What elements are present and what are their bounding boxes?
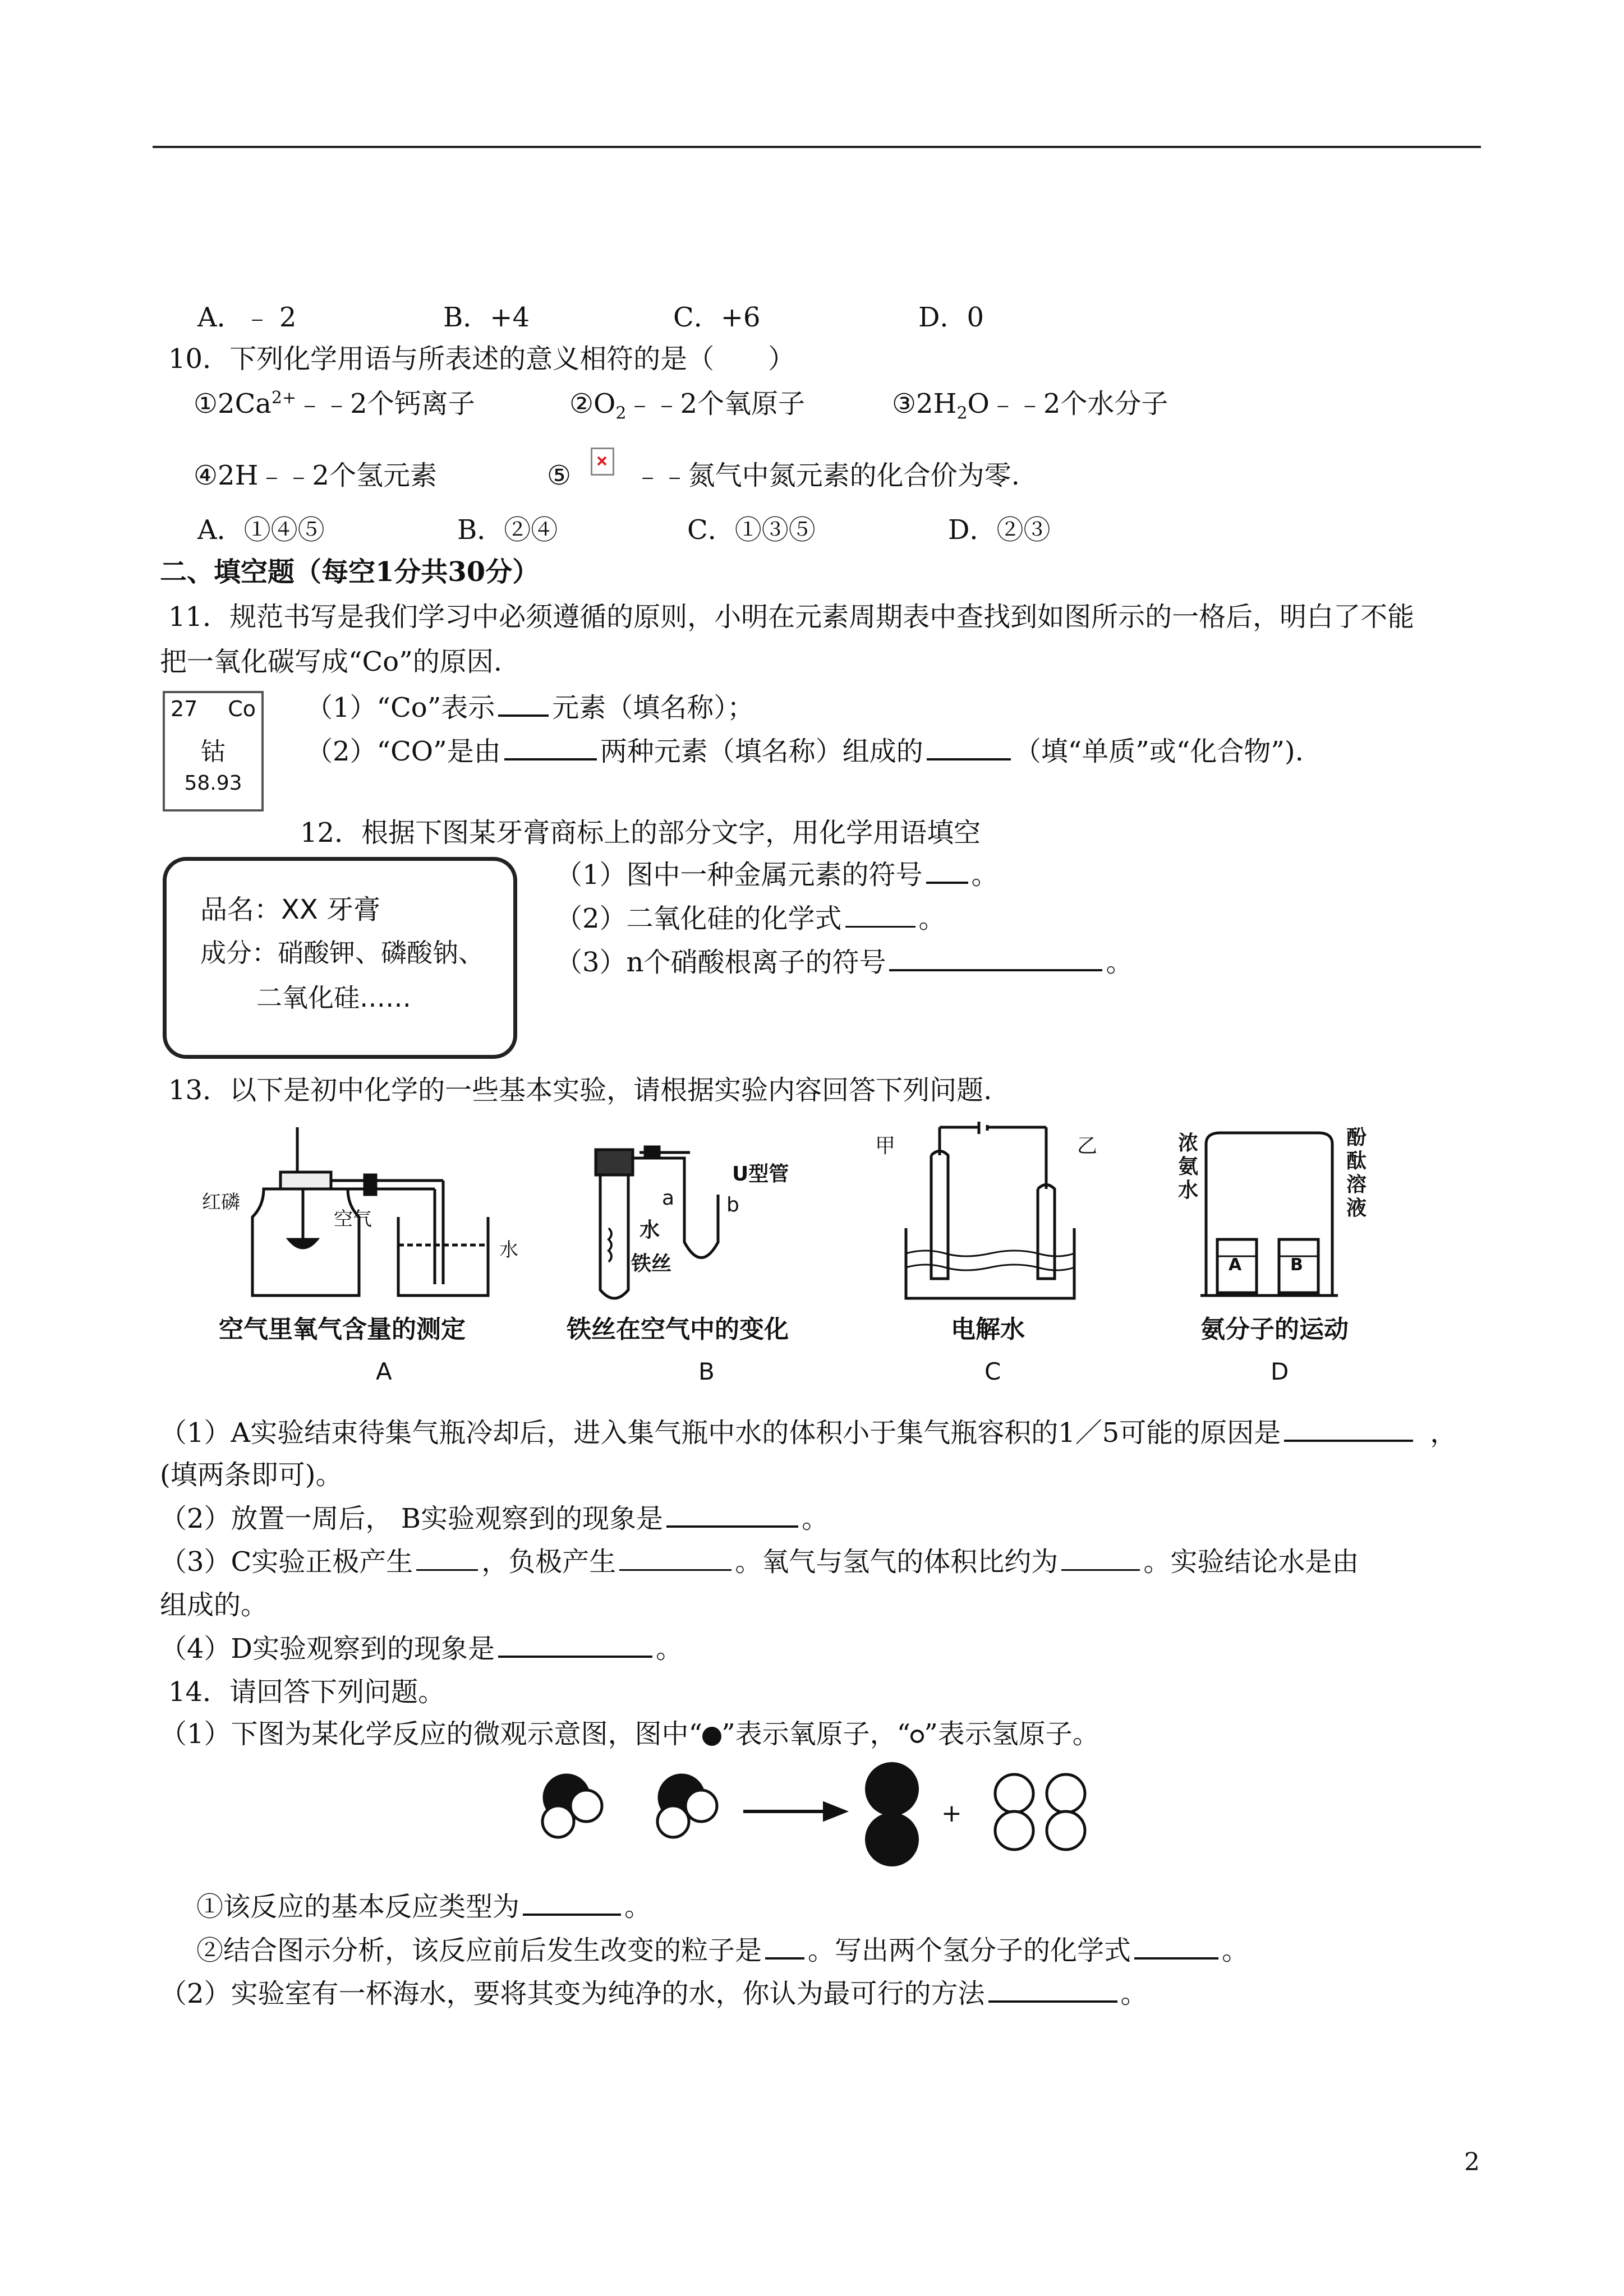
label-yi: 乙 bbox=[1077, 1135, 1098, 1158]
q9-option-c: C．+6 bbox=[673, 302, 761, 333]
element-mass: 58.93 bbox=[184, 772, 242, 795]
label-ingredients-cont: 二氧化硅…… bbox=[256, 983, 411, 1013]
q10-option-d: D．②③ bbox=[948, 514, 1051, 546]
q10-option-b: B．②④ bbox=[457, 514, 558, 546]
q13-sub-2: （2）放置一周后， B实验观察到的现象是 。 bbox=[160, 1503, 829, 1534]
answer-blank[interactable] bbox=[926, 859, 968, 884]
q12-sub-1: （1）图中一种金属元素的符号 。 bbox=[555, 859, 999, 891]
q11-stem-line1: 11．规范书写是我们学习中必须遵循的原则，小明在元素周期表中查找到如图所示的一格后，明白了不能 bbox=[168, 601, 1415, 633]
label-water: 水 bbox=[640, 1219, 660, 1242]
element-number: 27 bbox=[171, 697, 198, 721]
answer-blank[interactable] bbox=[666, 1503, 798, 1528]
broken-image-icon bbox=[591, 448, 614, 476]
q10-item-1: $①2Ca^{2+}﹣﹣2$个钙离子 bbox=[194, 388, 475, 419]
answer-blank[interactable] bbox=[1284, 1417, 1413, 1442]
q9-option-d: D．0 bbox=[918, 302, 984, 333]
label-ingredients: 成分：硝酸钾、磷酸钠、 bbox=[200, 938, 484, 968]
figure-c-labels bbox=[875, 1135, 1097, 1385]
caption-figure-a: 空气里氧气含量的测定 bbox=[219, 1315, 466, 1344]
figure-d-ammonia bbox=[1200, 1133, 1338, 1295]
answer-blank[interactable] bbox=[498, 1633, 652, 1658]
element-name: 钴 bbox=[201, 737, 226, 766]
q11-stem-line2: 把一氧化碳写成“Co”的原因. bbox=[160, 646, 502, 677]
label-d-5: 酞 bbox=[1346, 1150, 1367, 1173]
label-d-6: 溶 bbox=[1346, 1173, 1367, 1196]
element-symbol: Co bbox=[228, 697, 256, 721]
q11-sub-1: （1）“Co”表示 元素（填名称）； bbox=[306, 692, 755, 723]
q10-item-3: $③2H_2O﹣﹣2$个水分子 bbox=[892, 388, 1168, 423]
answer-blank[interactable] bbox=[927, 736, 1011, 760]
q13-stem: 13．以下是初中化学的一些基本实验，请根据实验内容回答下列问题. bbox=[168, 1075, 992, 1106]
label-d-1: 浓 bbox=[1178, 1132, 1199, 1155]
q10-stem: 10．下列化学用语与所表述的意义相符的是（ ） bbox=[168, 343, 795, 375]
caption-figure-d: 氨分子的运动 bbox=[1200, 1315, 1349, 1344]
answer-blank[interactable] bbox=[1134, 1935, 1218, 1960]
q10-option-c: C．①③⑤ bbox=[687, 514, 816, 546]
q13-sub-1-cont: (填两条即可)。 bbox=[160, 1459, 343, 1491]
plus-sign: + bbox=[941, 1799, 962, 1828]
hydrogen-molecules bbox=[995, 1774, 1085, 1850]
answer-blank[interactable] bbox=[845, 903, 915, 928]
letter-b: B bbox=[698, 1358, 715, 1385]
hydrogen-atom-icon bbox=[910, 1730, 924, 1743]
q10-option-a: A．①④⑤ bbox=[197, 514, 325, 546]
q14-sub-1-part-2: ②结合图示分析，该反应前后发生改变的粒子是 。写出两个氢分子的化学式 。 bbox=[196, 1935, 1249, 1966]
caption-figure-c: 电解水 bbox=[951, 1315, 1025, 1344]
label-b: b bbox=[726, 1193, 739, 1216]
q12-stem: 12．根据下图某牙膏商标上的部分文字，用化学用语填空 bbox=[300, 817, 981, 849]
label-u-tube: U型管 bbox=[732, 1163, 789, 1186]
q11-sub-2: （2）“CO”是由 两种元素（填名称）组成的 （填“单质”或“化合物”). bbox=[306, 736, 1304, 767]
answer-blank[interactable] bbox=[498, 692, 549, 717]
label-product-name: 品名：XX 牙膏 bbox=[200, 894, 381, 925]
answer-blank[interactable] bbox=[523, 1891, 621, 1916]
answer-blank[interactable] bbox=[416, 1547, 478, 1571]
label-iron-wire: 铁丝 bbox=[631, 1252, 672, 1275]
label-air: 空气 bbox=[334, 1208, 372, 1230]
q10-item-2: $②O_2﹣﹣2$个氧原子 bbox=[569, 388, 806, 423]
q10-item-5: ⑤ ﹣﹣氮气中氮元素的化合价为零. bbox=[547, 459, 1020, 492]
caption-figure-b: 铁丝在空气中的变化 bbox=[567, 1315, 789, 1344]
q14-stem: 14．请回答下列问题。 bbox=[168, 1676, 445, 1708]
answer-blank[interactable] bbox=[1061, 1547, 1140, 1571]
reaction-arrow bbox=[743, 1804, 844, 1819]
beaker-b-label: B bbox=[1290, 1255, 1303, 1275]
water-molecule-2 bbox=[657, 1775, 717, 1837]
oxygen-atom-icon bbox=[702, 1727, 721, 1746]
letter-d: D bbox=[1271, 1358, 1289, 1385]
letter-c: C bbox=[984, 1358, 1001, 1385]
reaction-diagram bbox=[533, 1755, 1122, 1879]
answer-blank[interactable] bbox=[988, 1978, 1117, 2003]
q14-sub-1-part-1: ①该反应的基本反应类型为 。 bbox=[196, 1891, 652, 1922]
page-number: 2 bbox=[1464, 2148, 1480, 2177]
label-a: a bbox=[662, 1187, 675, 1210]
label-d-3: 水 bbox=[1178, 1179, 1199, 1202]
label-red-phosphorus: 红磷 bbox=[202, 1191, 240, 1214]
figure-c-electrolysis bbox=[906, 1122, 1074, 1298]
toothpaste-label bbox=[163, 857, 517, 1059]
q12-sub-3: （3）n个硝酸根离子的符号 。 bbox=[555, 947, 1133, 978]
answer-blank[interactable] bbox=[504, 736, 597, 760]
q13-sub-3: （3）C实验正极产生 ，负极产生 。氧气与氢气的体积比约为 。实验结论水是由 bbox=[160, 1546, 1359, 1578]
q12-sub-2: （2）二氧化硅的化学式 。 bbox=[555, 903, 946, 934]
q13-sub-1: （1）A实验结束待集气瓶冷却后，进入集气瓶中水的体积小于集气瓶容积的1／5可能的原因是 ， bbox=[160, 1417, 1457, 1449]
letter-a: A bbox=[376, 1358, 392, 1385]
answer-blank[interactable] bbox=[619, 1547, 732, 1571]
water-molecule-1 bbox=[542, 1775, 602, 1837]
oxygen-molecule bbox=[865, 1762, 919, 1866]
section-2-title: 二、填空题（每空1分共30分） bbox=[160, 556, 540, 588]
label-d-4: 酚 bbox=[1346, 1126, 1367, 1149]
label-d-7: 液 bbox=[1346, 1197, 1367, 1220]
q14-sub-2: （2）实验室有一杯海水，要将其变为纯净的水，你认为最可行的方法 。 bbox=[160, 1978, 1148, 2009]
q13-sub-3-cont: 组成的。 bbox=[160, 1589, 268, 1621]
q9-option-b: B．+4 bbox=[443, 302, 530, 333]
label-jia: 甲 bbox=[875, 1135, 896, 1158]
answer-blank[interactable] bbox=[889, 947, 1102, 971]
q13-sub-4: （4）D实验观察到的现象是 。 bbox=[160, 1633, 683, 1665]
element-cell bbox=[163, 691, 264, 812]
q9-option-a: A．﹣ 2 bbox=[197, 302, 297, 333]
experiment-figures bbox=[196, 1122, 1459, 1402]
label-d-2: 氨 bbox=[1178, 1155, 1199, 1178]
answer-blank[interactable] bbox=[765, 1935, 804, 1960]
q10-item-4: ④2H﹣﹣2个氢元素 bbox=[194, 460, 437, 491]
q14-sub-1: （1）下图为某化学反应的微观示意图，图中“ ”表示氧原子，“ ”表示氢原子。 bbox=[160, 1718, 1099, 1750]
header-rule bbox=[153, 146, 1481, 148]
beaker-a-label: A bbox=[1229, 1255, 1242, 1275]
label-water: 水 bbox=[499, 1239, 518, 1261]
